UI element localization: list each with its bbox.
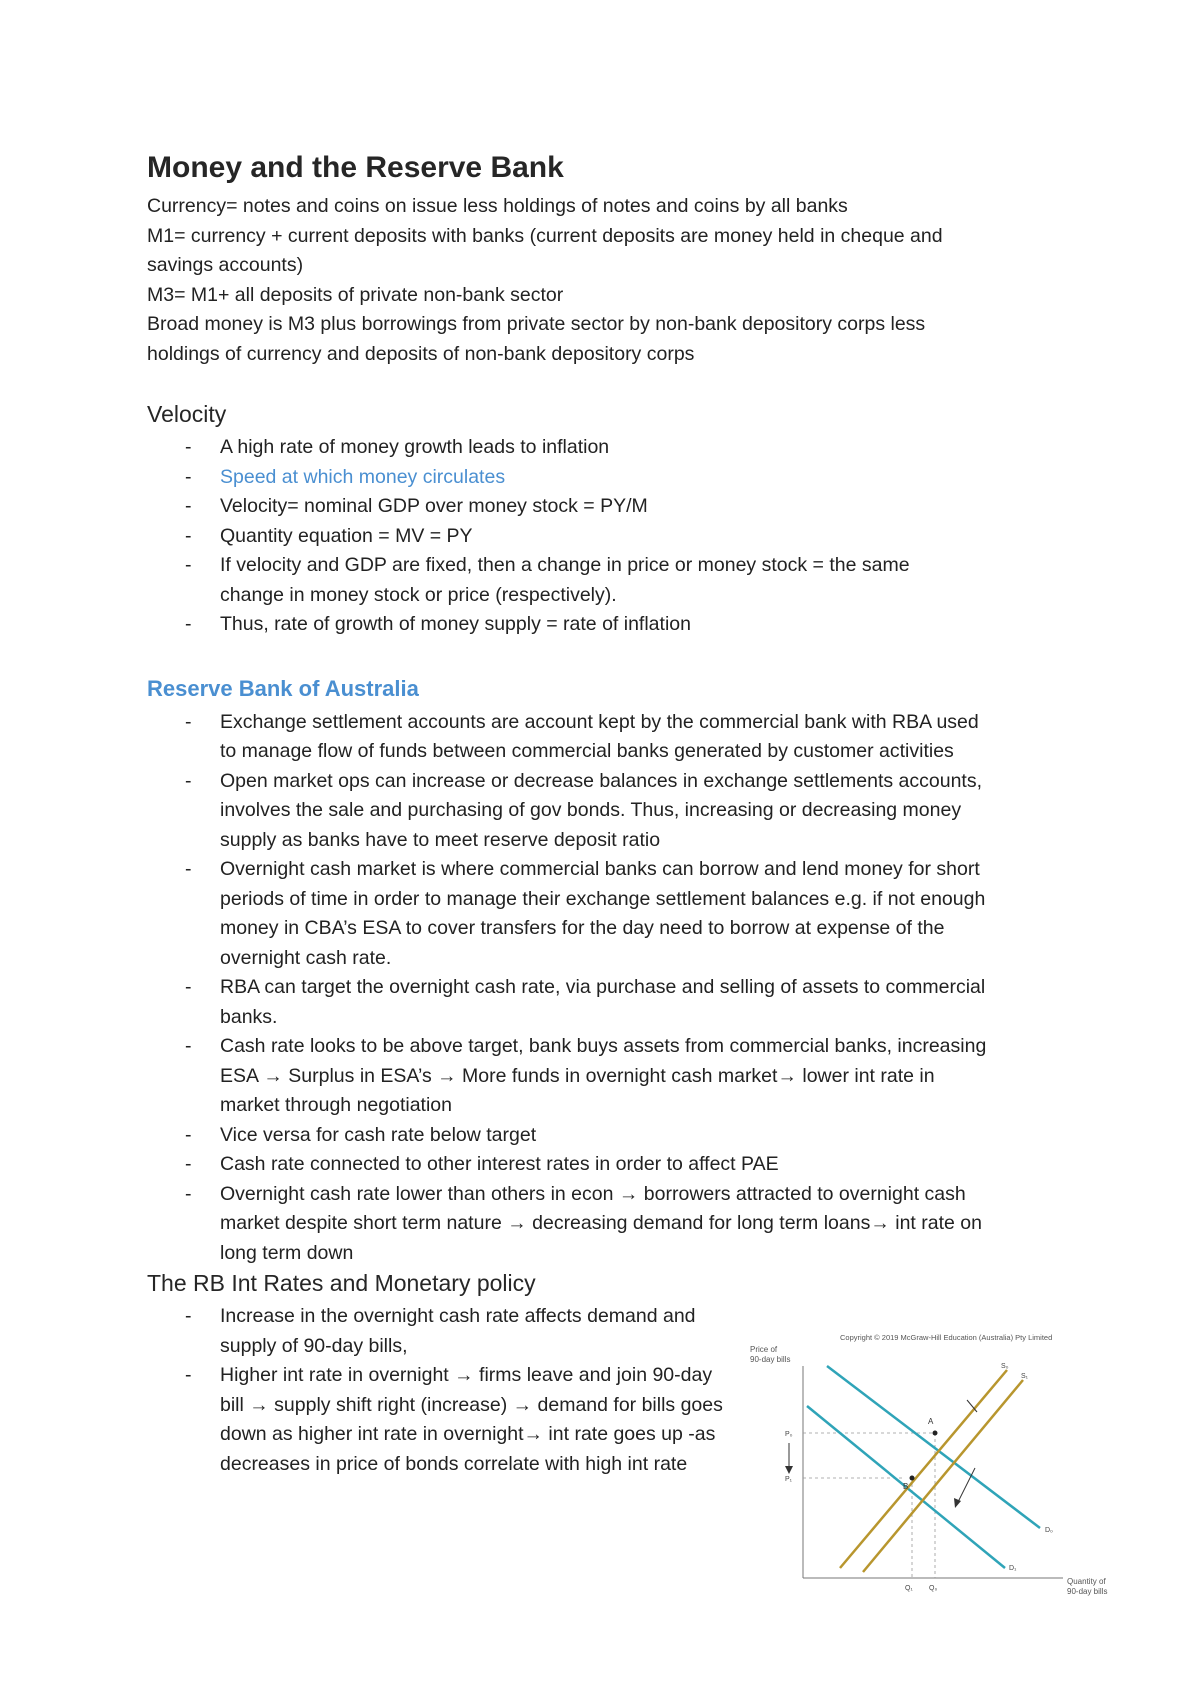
dash-bullet: -: [185, 1182, 192, 1205]
dash-bullet: -: [185, 1153, 192, 1175]
list-item: [147, 433, 1077, 463]
list-item: [147, 767, 987, 856]
list-item-text: Exchange settlement accounts are account kept by the commercial bank with RBA used to manage flow of funds between commercial banks generated by customer activities: [220, 710, 979, 762]
graph-svg: [745, 1328, 1125, 1598]
velocity-heading: Velocity: [147, 401, 227, 427]
dash-bullet: -: [185, 858, 192, 880]
list-item: [147, 551, 1077, 610]
dash-bullet: -: [185, 1305, 192, 1327]
equilibrium-point-b: [910, 1476, 915, 1481]
d0-label: D₀: [1045, 1527, 1053, 1534]
list-item: [147, 855, 987, 973]
list-item: [147, 1180, 987, 1269]
equilibrium-point-a: [933, 1431, 938, 1436]
list-item-text: Velocity= nominal GDP over money stock = PY/M: [220, 495, 648, 517]
rbi-heading: The RB Int Rates and Monetary policy: [147, 1270, 536, 1296]
rbi-list: [147, 1302, 727, 1479]
list-item-text: Overnight cash market is where commercial banks can borrow and lend money for short periods of time in order to manage their exchange settlement balances e.g. if not enough money in CBA’s ESA to cover transfers for the day need to borrow at expense of the overnight cash rate.: [220, 858, 986, 969]
list-item-text: RBA can target the overnight cash rate, via purchase and selling of assets to commercial banks.: [220, 976, 986, 1028]
intro-section: [147, 192, 1077, 369]
p0-label: P₀: [785, 1431, 793, 1438]
page-title: Money and the Reserve Bank: [147, 151, 564, 184]
demand-shift-arrowhead: [954, 1498, 961, 1508]
list-item: [147, 1150, 987, 1180]
x-axis-label-1: Quantity of: [1067, 1577, 1106, 1586]
dash-bullet: -: [185, 1364, 192, 1386]
list-item: [147, 522, 1077, 552]
list-item: [147, 492, 1077, 522]
rba-list: [147, 708, 1077, 1269]
list-item: [147, 973, 987, 1032]
list-item: [147, 708, 987, 767]
list-item-text: Cash rate connected to other interest rates in order to affect PAE: [220, 1153, 779, 1175]
dash-bullet: -: [185, 465, 192, 488]
list-item-text: Quantity equation = MV = PY: [220, 524, 473, 547]
graph-copyright: Copyright © 2019 McGraw-Hill Education (Australia) Pty Limited: [840, 1333, 1053, 1342]
list-item: [147, 1032, 987, 1121]
list-item-text: A high rate of money growth leads to inflation: [220, 436, 610, 458]
list-item: [147, 1302, 727, 1361]
p1-label: P₁: [785, 1476, 793, 1483]
q1-label: Q₁: [905, 1585, 913, 1592]
list-item: [147, 463, 1077, 493]
dash-bullet: -: [185, 554, 192, 576]
dash-bullet: -: [185, 976, 192, 998]
list-item-text: Vice versa for cash rate below target: [220, 1123, 537, 1146]
s1-label: S₁: [1021, 1373, 1029, 1380]
velocity-list: [147, 433, 1077, 640]
dash-bullet: -: [185, 710, 192, 733]
dash-bullet: -: [185, 613, 192, 635]
list-item: [147, 1361, 727, 1479]
point-a-label: A: [928, 1417, 934, 1426]
list-item-text: Overnight cash rate lower than others in econ → borrowers attracted to overnight cash market despite short term nature → decreasing demand for long term loans→ int rate on long term down: [220, 1182, 982, 1264]
intro-line: M1= currency + current deposits with banks (current deposits are money held in cheque and: [147, 224, 943, 247]
dash-bullet: -: [185, 436, 192, 458]
rba-heading: Reserve Bank of Australia: [147, 675, 419, 701]
demand-shift-arrow: [957, 1468, 975, 1504]
list-item: [147, 1121, 987, 1151]
dash-bullet: -: [185, 769, 192, 792]
intro-line: holdings of currency and deposits of non-bank depository corps: [147, 342, 695, 365]
intro-line: M3= M1+ all deposits of private non-bank sector: [147, 283, 564, 306]
intro-line: Broad money is M3 plus borrowings from private sector by non-bank depository corps less: [147, 313, 926, 335]
y-axis-label-1: Price of: [750, 1345, 778, 1354]
list-item-text: Open market ops can increase or decrease balances in exchange settlements accounts, involves the sale and purchasing of gov bonds. Thus, increasing or decreasing money supply as banks have to meet reserve deposit ratio: [220, 769, 983, 851]
supply-curve-s0: [840, 1370, 1007, 1568]
dash-bullet: -: [185, 1035, 192, 1057]
list-item-text: Increase in the overnight cash rate affects demand and supply of 90-day bills,: [220, 1305, 696, 1357]
bills-supply-demand-graph: [745, 1328, 1125, 1598]
list-item-text: Thus, rate of growth of money supply = rate of inflation: [220, 613, 691, 635]
supply-curve-s1: [863, 1380, 1023, 1572]
point-b-label: B: [903, 1482, 909, 1491]
document-page: [147, 150, 1077, 1479]
dash-bullet: -: [185, 524, 192, 547]
list-item-text: If velocity and GDP are fixed, then a change in price or money stock = the same change in money stock or price (respectively).: [220, 554, 910, 606]
price-down-arrowhead: [785, 1466, 793, 1474]
dash-bullet: -: [185, 1123, 192, 1146]
intro-line: savings accounts): [147, 254, 304, 276]
s0-label: S₀: [1001, 1363, 1009, 1370]
list-item-text: Cash rate looks to be above target, bank buys assets from commercial banks, increasing ESA → Surplus in ESA’s → More funds in overnight cash market→ lower int rate in market through negotiation: [220, 1035, 987, 1116]
d1-label: D₁: [1009, 1565, 1017, 1572]
q0-label: Q₀: [929, 1585, 938, 1592]
dash-bullet: -: [185, 495, 192, 517]
x-axis-label-2: 90-day bills: [1067, 1587, 1108, 1596]
list-item-text: Higher int rate in overnight → firms leave and join 90-day bill → supply shift right (increase) → demand for bills goes down as higher int rate in overnight→ int rate goes up -as decreases in price of bonds correlate with high int rate: [220, 1364, 723, 1475]
list-item: [147, 610, 1077, 640]
list-item-text: Speed at which money circulates: [220, 465, 506, 488]
intro-line: Currency= notes and coins on issue less holdings of notes and coins by all banks: [147, 195, 848, 217]
y-axis-label-2: 90-day bills: [750, 1355, 791, 1364]
